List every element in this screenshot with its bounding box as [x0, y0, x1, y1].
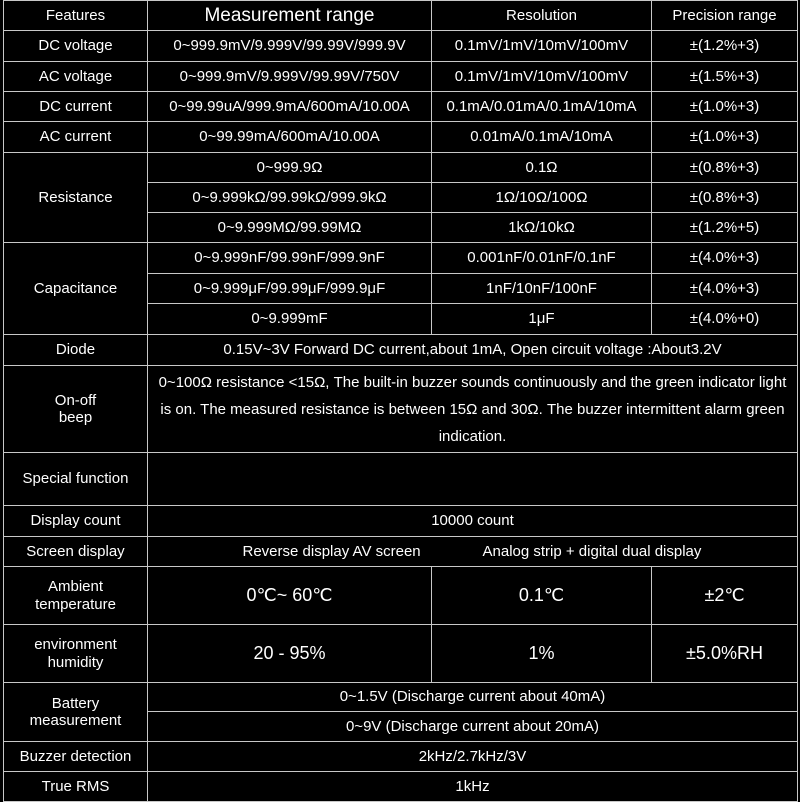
- feature-screen-display: Screen display: [4, 537, 148, 567]
- dc-current-resolution: 0.1mA/0.01mA/0.1mA/10mA: [432, 92, 652, 122]
- diode-value: 0.15V~3V Forward DC current,about 1mA, Open circuit voltage :About3.2V: [148, 335, 798, 366]
- table-row: [4, 122, 798, 153]
- capacitance-precision: ±(4.0%+3): [652, 243, 798, 274]
- dc-voltage-precision: ±(1.2%+3): [652, 31, 798, 62]
- feature-resistance: Resistance: [4, 153, 148, 243]
- feature-display-count: Display count: [4, 506, 148, 537]
- ambient-temperature-resolution: 0.1℃: [432, 567, 652, 625]
- environment-humidity-precision: ±5.0%RH: [652, 625, 798, 683]
- ac-current-resolution: 0.01mA/0.1mA/10mA: [432, 122, 652, 153]
- table-row: [4, 62, 798, 92]
- ac-current-range: 0~99.99mA/600mA/10.00A: [148, 122, 432, 153]
- special-function-value: [148, 453, 798, 506]
- resistance-precision: ±(0.8%+3): [652, 183, 798, 213]
- header-features: Features: [4, 1, 148, 31]
- capacitance-resolution: 1μF: [432, 304, 652, 335]
- dc-current-precision: ±(1.0%+3): [652, 92, 798, 122]
- capacitance-resolution: 1nF/10nF/100nF: [432, 274, 652, 304]
- environment-humidity-range: 20 - 95%: [148, 625, 432, 683]
- table-row: [4, 772, 798, 802]
- table-row: [4, 335, 798, 366]
- header-measurement-range: Measurement range: [148, 1, 432, 31]
- dc-voltage-resolution: 0.1mV/1mV/10mV/100mV: [432, 31, 652, 62]
- feature-ac-voltage: AC voltage: [4, 62, 148, 92]
- feature-diode: Diode: [4, 335, 148, 366]
- feature-buzzer-detection: Buzzer detection: [4, 742, 148, 772]
- resistance-resolution: 1Ω/10Ω/100Ω: [432, 183, 652, 213]
- feature-environment-humidity: environment humidity: [4, 625, 148, 683]
- table-row: [4, 31, 798, 62]
- resistance-resolution: 0.1Ω: [432, 153, 652, 183]
- onoff-beep-description: 0~100Ω resistance <15Ω, The built-in buzzer sounds continuously and the green indicator light is on. The measured resistance is between 15Ω and 30Ω. The buzzer intermittent alarm green indication.: [148, 366, 798, 453]
- true-rms-value: 1kHz: [148, 772, 798, 802]
- header-row: [4, 1, 798, 31]
- spec-table: [3, 0, 798, 802]
- table-row: [4, 537, 798, 567]
- dc-voltage-range: 0~999.9mV/9.999V/99.99V/999.9V: [148, 31, 432, 62]
- buzzer-detection-value: 2kHz/2.7kHz/3V: [148, 742, 798, 772]
- table-row: [4, 683, 798, 712]
- capacitance-precision: ±(4.0%+3): [652, 274, 798, 304]
- table-row: [4, 366, 798, 453]
- ac-voltage-range: 0~999.9mV/9.999V/99.99V/750V: [148, 62, 432, 92]
- ac-voltage-resolution: 0.1mV/1mV/10mV/100mV: [432, 62, 652, 92]
- feature-battery-measurement: Battery measurement: [4, 683, 148, 742]
- resistance-precision: ±(0.8%+3): [652, 153, 798, 183]
- dc-current-range: 0~99.99uA/999.9mA/600mA/10.00A: [148, 92, 432, 122]
- capacitance-precision: ±(4.0%+0): [652, 304, 798, 335]
- feature-dc-current: DC current: [4, 92, 148, 122]
- table-row: [4, 567, 798, 625]
- resistance-range: 0~9.999kΩ/99.99kΩ/999.9kΩ: [148, 183, 432, 213]
- capacitance-range: 0~9.999μF/99.99μF/999.9μF: [148, 274, 432, 304]
- ambient-temperature-precision: ±2℃: [652, 567, 798, 625]
- feature-onoff-beep: On-off beep: [4, 366, 148, 453]
- table-row: [4, 153, 798, 183]
- screen-display-value-2: Analog strip + digital dual display: [482, 542, 702, 560]
- ac-current-precision: ±(1.0%+3): [652, 122, 798, 153]
- table-row: [4, 506, 798, 537]
- feature-ac-current: AC current: [4, 122, 148, 153]
- header-resolution: Resolution: [432, 1, 652, 31]
- table-row: [4, 243, 798, 274]
- display-count-value: 10000 count: [148, 506, 798, 537]
- battery-measurement-value-2: 0~9V (Discharge current about 20mA): [148, 712, 798, 742]
- capacitance-range: 0~9.999mF: [148, 304, 432, 335]
- table-row: [4, 625, 798, 683]
- feature-ambient-temperature: Ambient temperature: [4, 567, 148, 625]
- table-row: [4, 742, 798, 772]
- table-row: [4, 92, 798, 122]
- feature-special-function: Special function: [4, 453, 148, 506]
- battery-measurement-value-1: 0~1.5V (Discharge current about 40mA): [148, 683, 798, 712]
- environment-humidity-resolution: 1%: [432, 625, 652, 683]
- feature-true-rms: True RMS: [4, 772, 148, 802]
- resistance-range: 0~999.9Ω: [148, 153, 432, 183]
- ac-voltage-precision: ±(1.5%+3): [652, 62, 798, 92]
- feature-dc-voltage: DC voltage: [4, 31, 148, 62]
- table-row: [4, 453, 798, 506]
- header-precision-range: Precision range: [652, 1, 798, 31]
- capacitance-range: 0~9.999nF/99.99nF/999.9nF: [148, 243, 432, 274]
- capacitance-resolution: 0.001nF/0.01nF/0.1nF: [432, 243, 652, 274]
- resistance-range: 0~9.999MΩ/99.99MΩ: [148, 213, 432, 243]
- feature-capacitance: Capacitance: [4, 243, 148, 335]
- resistance-resolution: 1kΩ/10kΩ: [432, 213, 652, 243]
- resistance-precision: ±(1.2%+5): [652, 213, 798, 243]
- screen-display-value: [148, 537, 798, 567]
- screen-display-value-1: Reverse display AV screen: [242, 542, 421, 560]
- ambient-temperature-range: 0℃~ 60℃: [148, 567, 432, 625]
